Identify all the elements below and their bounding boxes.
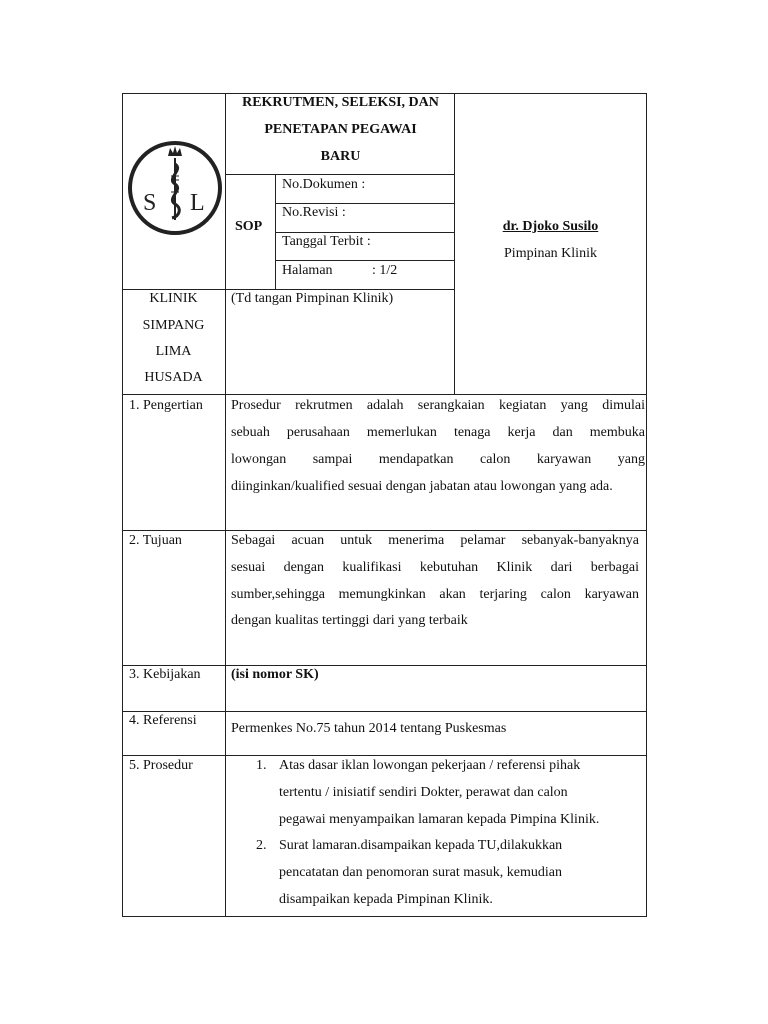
section-label-referensi: 4. Referensi bbox=[129, 713, 197, 728]
field-tanggal-terbit: Tanggal Terbit : bbox=[282, 234, 371, 249]
divider-logo-title bbox=[225, 93, 226, 917]
sop-label: SOP bbox=[235, 219, 263, 234]
border-left bbox=[122, 93, 123, 917]
rule-field-3 bbox=[275, 260, 455, 261]
field-halaman-value: : 1/2 bbox=[372, 263, 398, 278]
pengertian-line-2: sebuah perusahaan memerlukan tenaga kerja dan membuka bbox=[231, 425, 645, 440]
border-top bbox=[122, 93, 647, 94]
rule-title-bottom bbox=[225, 174, 455, 175]
section-label-pengertian: 1. Pengertian bbox=[129, 398, 203, 413]
field-no-dokumen: No.Dokumen : bbox=[282, 177, 366, 192]
rule-field-1 bbox=[275, 203, 455, 204]
pengertian-line-4: diinginkan/kualified sesuai dengan jabatan atau lowongan yang ada. bbox=[231, 479, 613, 494]
title-line-1: REKRUTMEN, SELEKSI, DAN bbox=[242, 95, 439, 110]
rule-section-3 bbox=[122, 665, 647, 666]
tujuan-line-1: Sebagai acuan untuk menerima pelamar sebanyak-banyaknya bbox=[231, 533, 639, 548]
clinic-name-line-3: LIMA bbox=[155, 344, 192, 359]
field-halaman-label: Halaman bbox=[282, 263, 333, 278]
prosedur-item-1-line-3: pegawai menyampaikan lamaran kepada Pimpina Klinik. bbox=[279, 812, 600, 827]
prosedur-item-1-number: 1. bbox=[256, 758, 267, 773]
rule-section-5 bbox=[122, 755, 647, 756]
referensi-text: Permenkes No.75 tahun 2014 tentang Puskesmas bbox=[231, 721, 507, 736]
section-label-prosedur: 5. Prosedur bbox=[129, 758, 193, 773]
kebijakan-text: (isi nomor SK) bbox=[231, 667, 319, 682]
border-bottom bbox=[122, 916, 647, 917]
field-no-revisi: No.Revisi : bbox=[282, 205, 346, 220]
pengertian-line-3: lowongan sampai mendapatkan calon karyawan yang bbox=[231, 452, 645, 467]
logo-letter-l: L bbox=[190, 190, 205, 216]
prosedur-item-2-line-3: disampaikan kepada Pimpinan Klinik. bbox=[279, 892, 493, 907]
tujuan-line-4: dengan kualitas tertinggi dari yang terbaik bbox=[231, 613, 468, 628]
rule-section-4 bbox=[122, 711, 647, 712]
title-line-2: PENETAPAN PEGAWAI bbox=[264, 122, 417, 137]
rule-header-bottom bbox=[122, 289, 455, 290]
rule-field-2 bbox=[275, 232, 455, 233]
title-line-3: BARU bbox=[320, 149, 361, 164]
signer-title: Pimpinan Klinik bbox=[504, 246, 597, 261]
section-label-tujuan: 2. Tujuan bbox=[129, 533, 182, 548]
prosedur-item-1-line-2: tertentu / inisiatif sendiri Dokter, perawat dan calon bbox=[279, 785, 568, 800]
prosedur-item-2-line-1: Surat lamaran.disampaikan kepada TU,dilakukkan bbox=[279, 838, 563, 853]
rule-section-1 bbox=[122, 394, 647, 395]
border-right bbox=[646, 93, 647, 917]
tujuan-line-2: sesuai dengan kualifikasi kebutuhan Klinik dari berbagai bbox=[231, 560, 639, 575]
pengertian-line-1: Prosedur rekrutmen adalah serangkaian kegiatan yang dimulai bbox=[231, 398, 645, 413]
prosedur-item-2-line-2: pencatatan dan penomoran surat masuk, kemudian bbox=[279, 865, 563, 880]
logo-letter-s: S bbox=[143, 190, 157, 216]
prosedur-item-2-number: 2. bbox=[256, 838, 267, 853]
clinic-name-line-1: KLINIK bbox=[149, 291, 198, 306]
clinic-logo bbox=[128, 134, 224, 242]
rule-section-2 bbox=[122, 530, 647, 531]
tujuan-line-3: sumber,sehingga memungkinkan akan terjaring calon karyawan bbox=[231, 587, 639, 602]
divider-title-signer bbox=[454, 93, 455, 394]
prosedur-item-1-line-1: Atas dasar iklan lowongan pekerjaan / referensi pihak bbox=[279, 758, 581, 773]
signature-note: (Td tangan Pimpinan Klinik) bbox=[231, 291, 394, 306]
signer-name: dr. Djoko Susilo bbox=[502, 219, 599, 234]
clinic-name-line-2: SIMPANG bbox=[142, 318, 205, 333]
section-label-kebijakan: 3. Kebijakan bbox=[129, 667, 201, 682]
clinic-name-line-4: HUSADA bbox=[144, 370, 203, 385]
